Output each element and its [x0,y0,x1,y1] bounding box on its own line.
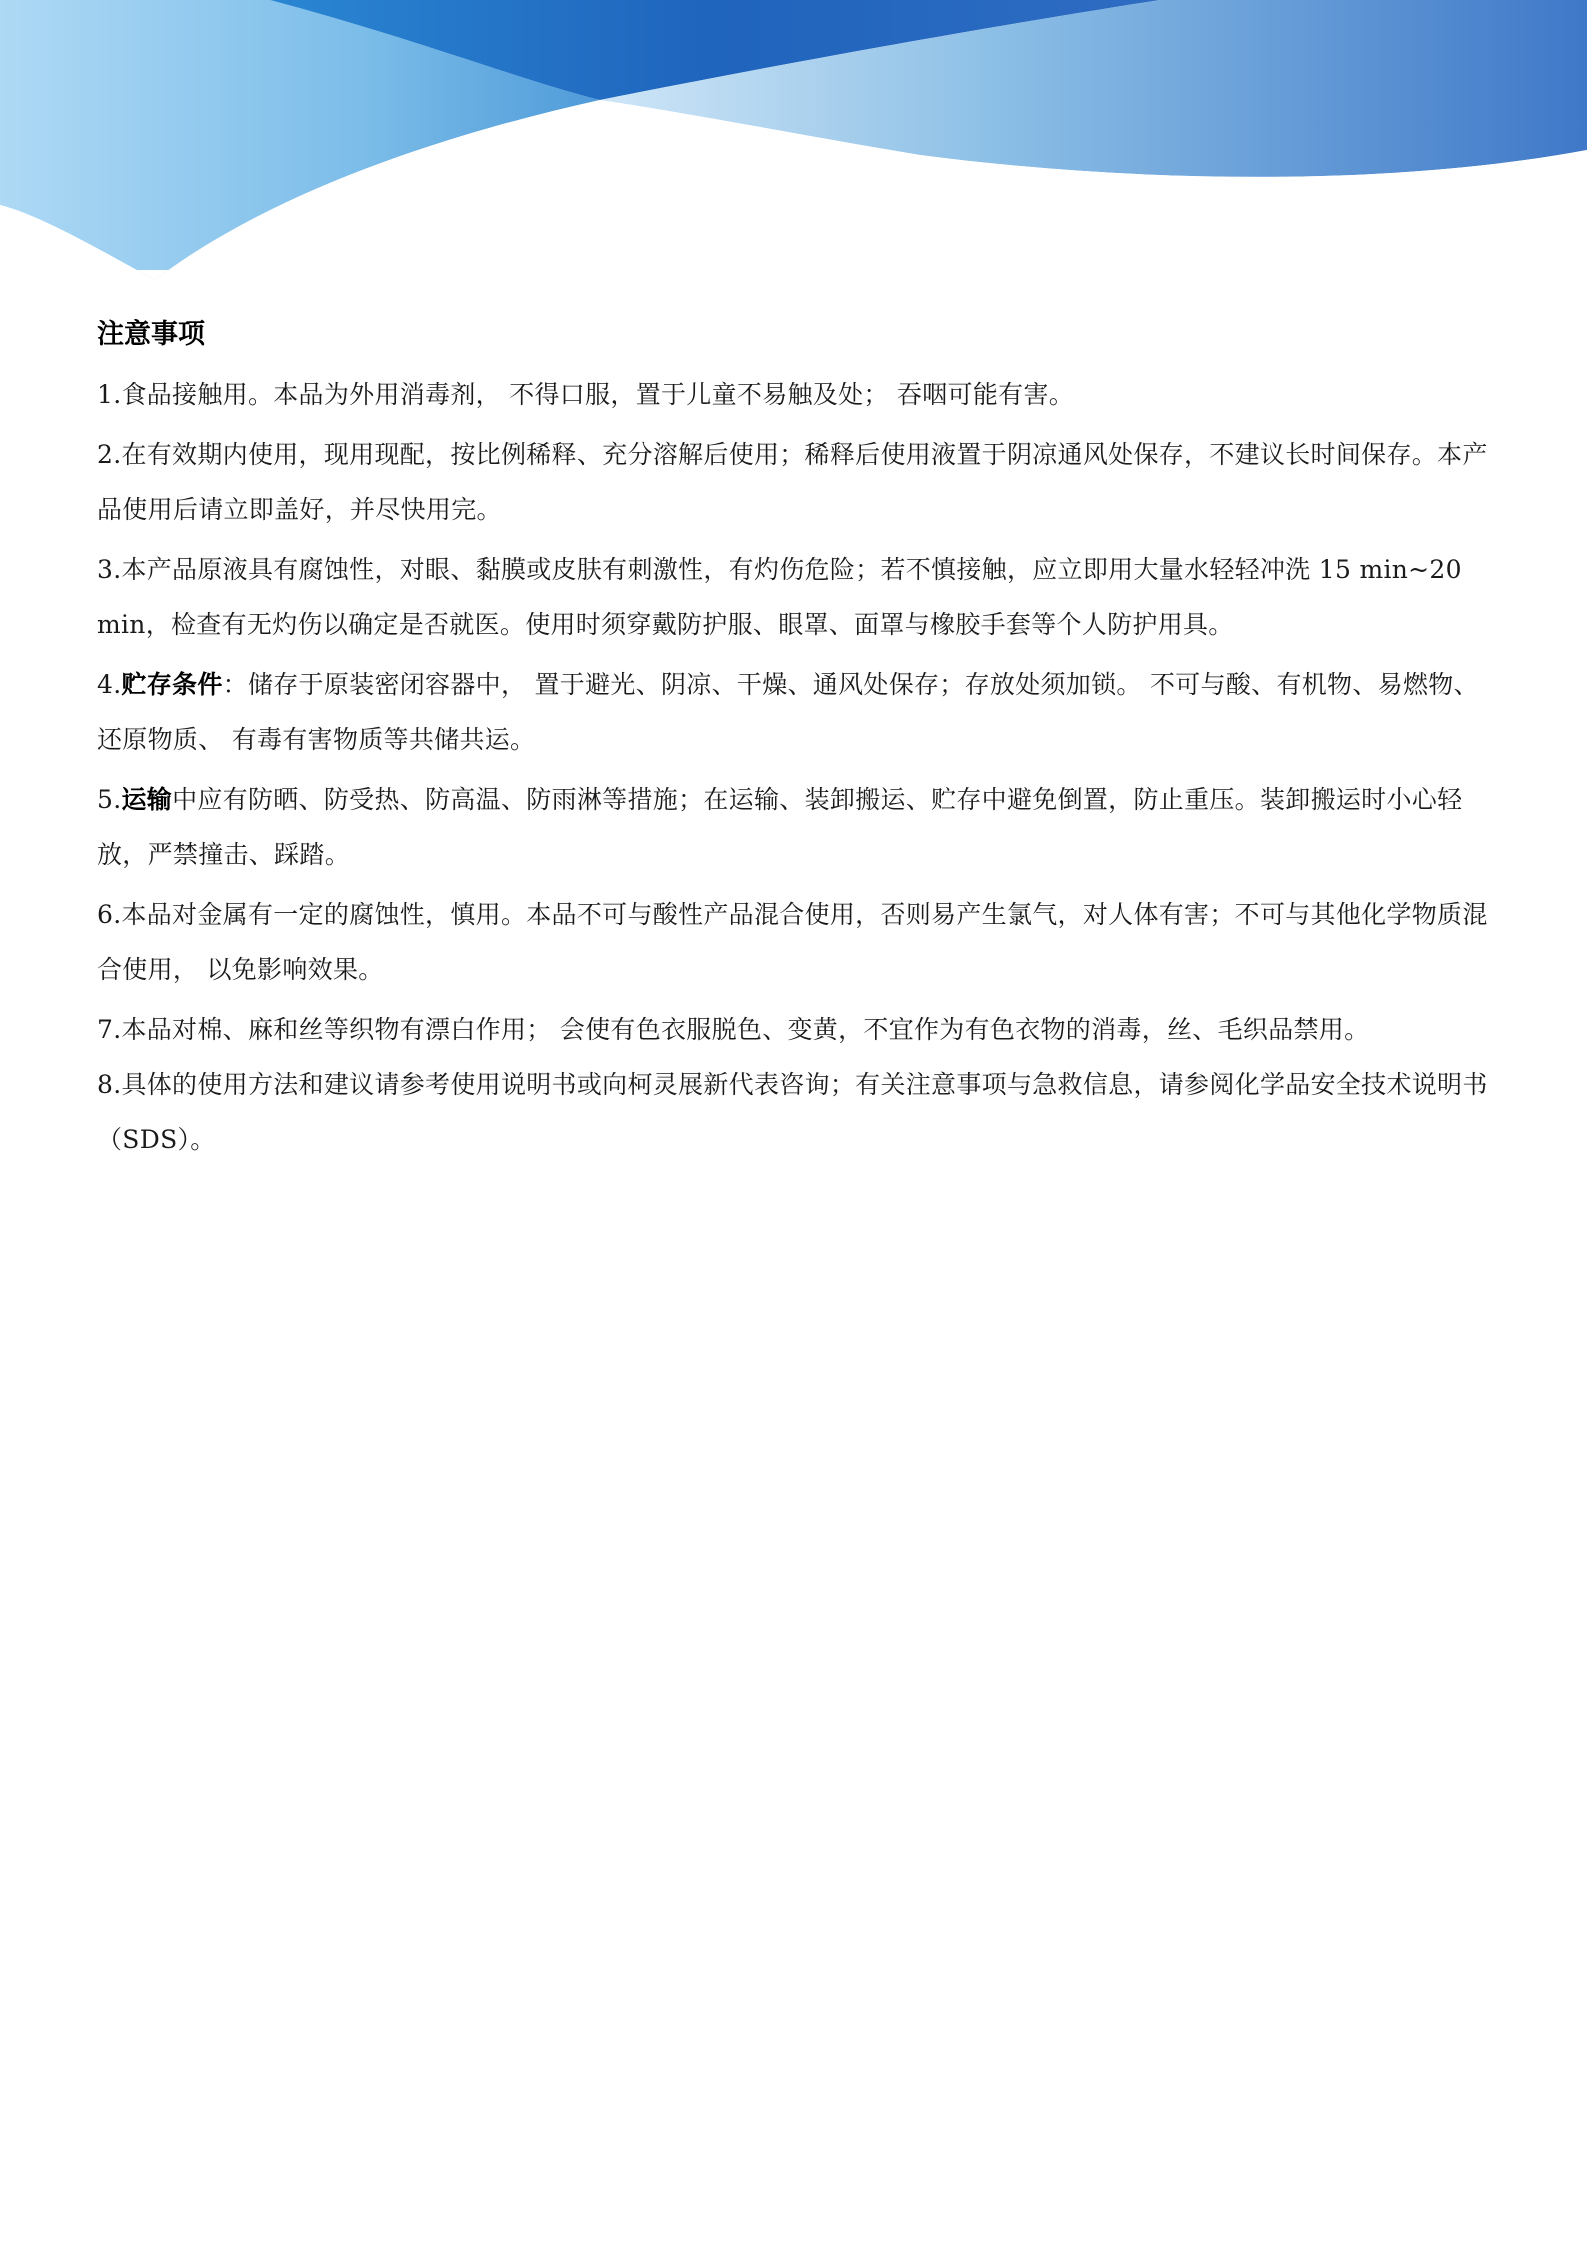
note-3: 3.本产品原液具有腐蚀性，对眼、黏膜或皮肤有刺激性，有灼伤危险；若不慎接触，应立即用大量水轻轻冲洗 15 min~20 min，检查有无灼伤以确定是否就医。使用时须穿戴防护服、眼罩、面罩与橡胶手套等个人防护用具。 [97,555,1462,639]
note-5 [97,772,1497,882]
note-7: 7.本品对棉、麻和丝等织物有漂白作用； 会使有色衣服脱色、变黄，不宜作为有色衣物的消毒，丝、毛织品禁用。 [97,1015,1370,1044]
note-1: 1.食品接触用。本品为外用消毒剂， 不得口服，置于儿童不易触及处； 吞咽可能有害。 [97,380,1075,409]
note-4-text: ：储存于原装密闭容器中， 置于避光、阴凉、干燥、通风处保存；存放处须加锁。 不可与酸、有机物、易燃物、还原物质、 有毒有害物质等共储共运。 [97,670,1479,754]
note-6: 6.本品对金属有一定的腐蚀性，慎用。本品不可与酸性产品混合使用，否则易产生氯气，对人体有害；不可与其他化学物质混合使用， 以免影响效果。 [97,900,1488,984]
header-wave-graphic [0,0,1587,290]
note-8: 8.具体的使用方法和建议请参考使用说明书或向柯灵展新代表咨询；有关注意事项与急救信息，请参阅化学品安全技术说明书（SDS）。 [97,1070,1488,1154]
note-5-text: 中应有防晒、防受热、防高温、防雨淋等措施；在运输、装卸搬运、贮存中避免倒置，防止重压。装卸搬运时小心轻放，严禁撞击、踩踏。 [97,785,1463,869]
note-4 [97,657,1497,767]
note-4-bold-label: 贮存条件 [121,670,223,699]
note-5-bold-label: 运输 [121,785,173,814]
section-title: 注意事项 [97,319,205,350]
note-2: 2.在有效期内使用，现用现配，按比例稀释、充分溶解后使用；稀释后使用液置于阴凉通风处保存，不建议长时间保存。本产品使用后请立即盖好，并尽快用完。 [97,440,1488,524]
document-body [97,305,1497,1172]
note-4-prefix: 4. [97,670,122,699]
note-5-prefix: 5. [97,785,122,814]
